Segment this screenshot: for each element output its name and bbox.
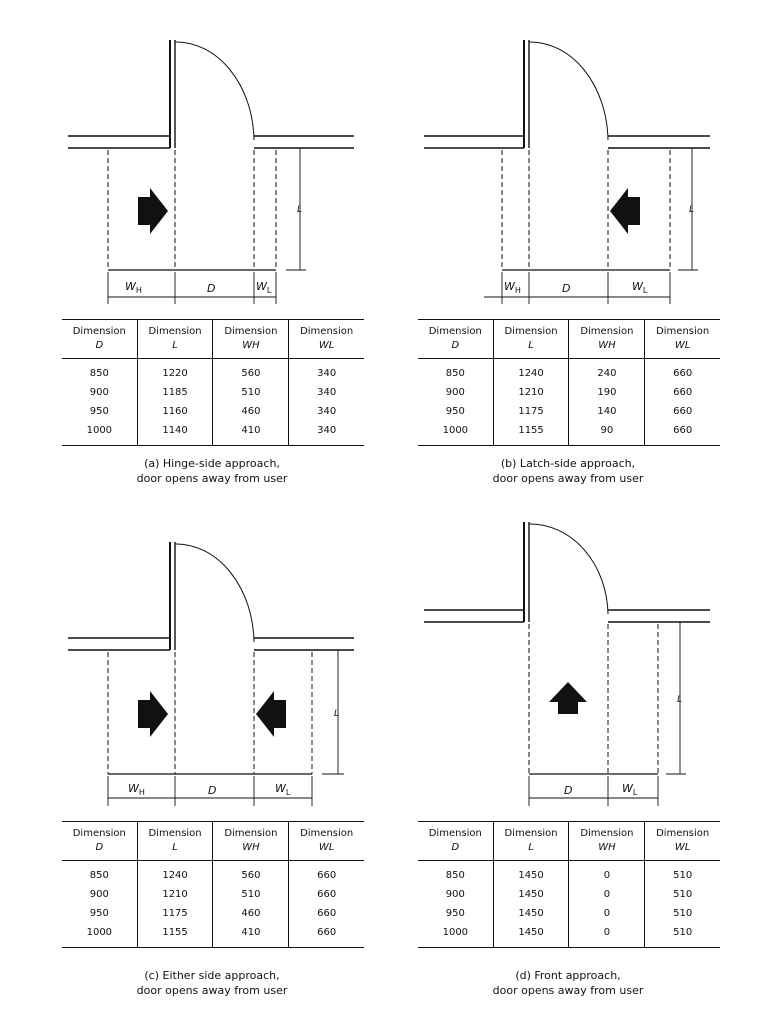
table-cell: 340 — [289, 359, 364, 384]
table-cell: 190 — [569, 383, 645, 402]
table-row — [418, 421, 720, 446]
table-cell: 950 — [445, 406, 465, 417]
header-name: Dimension — [428, 828, 482, 839]
left-arrow-icon — [256, 691, 286, 737]
table-cell: 1140 — [137, 421, 213, 446]
table-cell: 1175 — [137, 904, 213, 923]
table-header — [645, 320, 720, 359]
caption-line: (d) Front approach, — [515, 969, 621, 982]
header-symbol: L — [528, 842, 534, 853]
dimension-label: D — [564, 784, 573, 797]
header-symbol: L — [172, 340, 178, 351]
table-cell: 1155 — [493, 421, 569, 446]
table-row — [62, 904, 364, 923]
table-cell: 1210 — [137, 885, 213, 904]
table-header — [418, 320, 493, 359]
label-part: H — [135, 286, 142, 295]
table-cell: 1155 — [137, 923, 213, 948]
table-cell: 660 — [645, 421, 720, 446]
dimension-label — [622, 782, 638, 797]
dimension-label — [275, 782, 291, 797]
table-cell: 1220 — [137, 359, 213, 384]
dimension-label: D — [562, 282, 571, 295]
dimension-label — [504, 280, 521, 295]
header-name: Dimension — [148, 828, 202, 839]
table-cell: 850 — [89, 368, 109, 379]
table-row — [62, 402, 364, 421]
header-symbol: D — [95, 340, 104, 351]
table-header — [493, 320, 569, 359]
table-header — [418, 822, 493, 861]
table-cell: 1000 — [418, 421, 493, 446]
table-cell: 660 — [645, 402, 720, 421]
table-cell: 1450 — [493, 861, 569, 886]
table-cell: 0 — [569, 885, 645, 904]
table-cell: 900 — [89, 387, 109, 398]
table-header — [137, 822, 213, 861]
right-arrow-icon — [138, 691, 168, 737]
header-name: Dimension — [300, 326, 354, 337]
table-cell: 0 — [569, 923, 645, 948]
header-symbol: WH — [242, 842, 260, 853]
table-cell: 90 — [569, 421, 645, 446]
label-part: L — [266, 286, 272, 295]
header-name: Dimension — [72, 828, 126, 839]
table-cell: 1175 — [493, 402, 569, 421]
table-cell: 340 — [289, 421, 364, 446]
caption-line: door opens away from user — [492, 472, 644, 485]
label-part: L — [285, 788, 291, 797]
header-symbol: WH — [598, 842, 616, 853]
table-cell: 850 — [445, 870, 465, 881]
table-cell: 510 — [645, 923, 720, 948]
table-cell: 1240 — [137, 861, 213, 886]
table-cell: 0 — [569, 861, 645, 886]
header-symbol: WH — [242, 340, 260, 351]
header-symbol: WL — [318, 340, 335, 351]
table-header — [137, 320, 213, 359]
header-symbol: WL — [674, 842, 691, 853]
table-cell: 340 — [289, 383, 364, 402]
header-name: Dimension — [656, 828, 710, 839]
panel-hinge-side — [0, 0, 384, 512]
table-cell: 510 — [645, 904, 720, 923]
label-part: W — [632, 280, 643, 293]
table-row — [62, 359, 364, 384]
dimension-table — [62, 319, 364, 446]
table-cell: 1240 — [493, 359, 569, 384]
table-header — [645, 822, 720, 861]
table-cell: 900 — [445, 387, 465, 398]
label-part: W — [125, 280, 136, 293]
dimension-label — [632, 280, 648, 295]
caption — [62, 456, 362, 486]
d-label: D — [207, 282, 216, 295]
header-name: Dimension — [224, 326, 278, 337]
table-cell: 900 — [89, 889, 109, 900]
label-part: W — [275, 782, 286, 795]
header-name: Dimension — [300, 828, 354, 839]
table-cell: 1000 — [418, 923, 493, 948]
table-cell: 510 — [645, 861, 720, 886]
table-row — [62, 421, 364, 446]
table-cell: 560 — [213, 861, 289, 886]
caption-line: (b) Latch-side approach, — [500, 457, 636, 470]
latch-side-diagram — [384, 0, 768, 320]
table-row — [418, 359, 720, 384]
table-cell: 1160 — [137, 402, 213, 421]
dimension-label — [128, 782, 145, 797]
label-part: W — [504, 280, 515, 293]
table-cell: 660 — [289, 861, 364, 886]
door-swing-arc — [529, 524, 608, 614]
l-label: L — [297, 205, 303, 215]
table-cell: 950 — [445, 908, 465, 919]
dimension-table — [418, 319, 720, 446]
table-row — [418, 861, 720, 886]
dimension-label: L — [334, 709, 340, 719]
table-cell: 510 — [213, 383, 289, 402]
panel-either-side — [0, 512, 384, 1024]
table-cell: 950 — [89, 908, 109, 919]
door-swing-arc — [175, 544, 254, 642]
header-symbol: WL — [674, 340, 691, 351]
header-name: Dimension — [148, 326, 202, 337]
table-cell: 510 — [645, 885, 720, 904]
table-row — [62, 923, 364, 948]
table-cell: 340 — [289, 402, 364, 421]
table-cell: 850 — [89, 870, 109, 881]
either-side-diagram — [0, 512, 384, 812]
table-cell: 900 — [445, 889, 465, 900]
door-swing-arc — [529, 42, 608, 140]
hinge-side-diagram — [0, 0, 384, 320]
table-cell: 240 — [569, 359, 645, 384]
caption — [418, 456, 718, 486]
dimension-table — [62, 821, 364, 948]
table-cell: 510 — [213, 885, 289, 904]
caption-line: door opens away from user — [136, 472, 288, 485]
table-cell: 0 — [569, 904, 645, 923]
caption — [418, 968, 718, 998]
table-header — [289, 822, 364, 861]
label-part: L — [642, 286, 648, 295]
header-name: Dimension — [504, 326, 558, 337]
table-row — [418, 383, 720, 402]
header-symbol: D — [95, 842, 104, 853]
table-row — [418, 904, 720, 923]
up-arrow-icon — [549, 682, 587, 714]
label-part: W — [256, 280, 267, 293]
front-approach-diagram — [384, 512, 768, 812]
wl-label — [256, 280, 272, 295]
panel-latch-side — [384, 0, 768, 512]
caption-line: door opens away from user — [492, 984, 644, 997]
table-header — [213, 320, 289, 359]
label-part: L — [632, 788, 638, 797]
label-part: H — [514, 286, 521, 295]
table-cell: 950 — [89, 406, 109, 417]
table-cell: 660 — [289, 923, 364, 948]
table-cell: 660 — [645, 359, 720, 384]
dimension-table — [418, 821, 720, 948]
table-row — [418, 402, 720, 421]
table-cell: 560 — [213, 359, 289, 384]
table-cell: 850 — [445, 368, 465, 379]
table-cell: 660 — [645, 383, 720, 402]
caption-line: door opens away from user — [136, 984, 288, 997]
table-header — [62, 822, 137, 861]
left-arrow-icon — [610, 188, 640, 234]
label-part: W — [128, 782, 139, 795]
table-header — [213, 822, 289, 861]
dimension-label: L — [677, 695, 683, 705]
header-symbol: WH — [598, 340, 616, 351]
table-cell: 1450 — [493, 923, 569, 948]
door-swing-arc — [175, 42, 254, 140]
table-cell: 140 — [569, 402, 645, 421]
caption-line: (c) Either side approach, — [144, 969, 280, 982]
header-name: Dimension — [580, 828, 634, 839]
table-row — [62, 885, 364, 904]
header-name: Dimension — [580, 326, 634, 337]
header-symbol: D — [451, 340, 460, 351]
table-cell: 660 — [289, 885, 364, 904]
dimension-label: L — [689, 205, 695, 215]
caption-line: (a) Hinge-side approach, — [144, 457, 280, 470]
table-cell: 1000 — [62, 421, 137, 446]
header-symbol: L — [528, 340, 534, 351]
header-name: Dimension — [72, 326, 126, 337]
table-cell: 1450 — [493, 904, 569, 923]
header-name: Dimension — [428, 326, 482, 337]
header-symbol: D — [451, 842, 460, 853]
header-name: Dimension — [504, 828, 558, 839]
header-symbol: WL — [318, 842, 335, 853]
table-row — [418, 885, 720, 904]
table-row — [62, 861, 364, 886]
label-part: W — [622, 782, 633, 795]
table-header — [569, 320, 645, 359]
table-header — [62, 320, 137, 359]
header-name: Dimension — [656, 326, 710, 337]
header-name: Dimension — [224, 828, 278, 839]
table-cell: 1210 — [493, 383, 569, 402]
label-part: H — [138, 788, 145, 797]
header-symbol: L — [172, 842, 178, 853]
table-header — [493, 822, 569, 861]
table-cell: 410 — [213, 421, 289, 446]
table-cell: 460 — [213, 904, 289, 923]
table-row — [418, 923, 720, 948]
dimension-label: D — [208, 784, 217, 797]
table-cell: 1185 — [137, 383, 213, 402]
table-cell: 410 — [213, 923, 289, 948]
table-header — [289, 320, 364, 359]
table-cell: 1450 — [493, 885, 569, 904]
wh-label — [125, 280, 142, 295]
panel-front — [384, 512, 768, 1024]
table-cell: 660 — [289, 904, 364, 923]
table-header — [569, 822, 645, 861]
table-cell: 1000 — [62, 923, 137, 948]
caption — [62, 968, 362, 998]
right-arrow-icon — [138, 188, 168, 234]
table-row — [62, 383, 364, 402]
table-cell: 460 — [213, 402, 289, 421]
